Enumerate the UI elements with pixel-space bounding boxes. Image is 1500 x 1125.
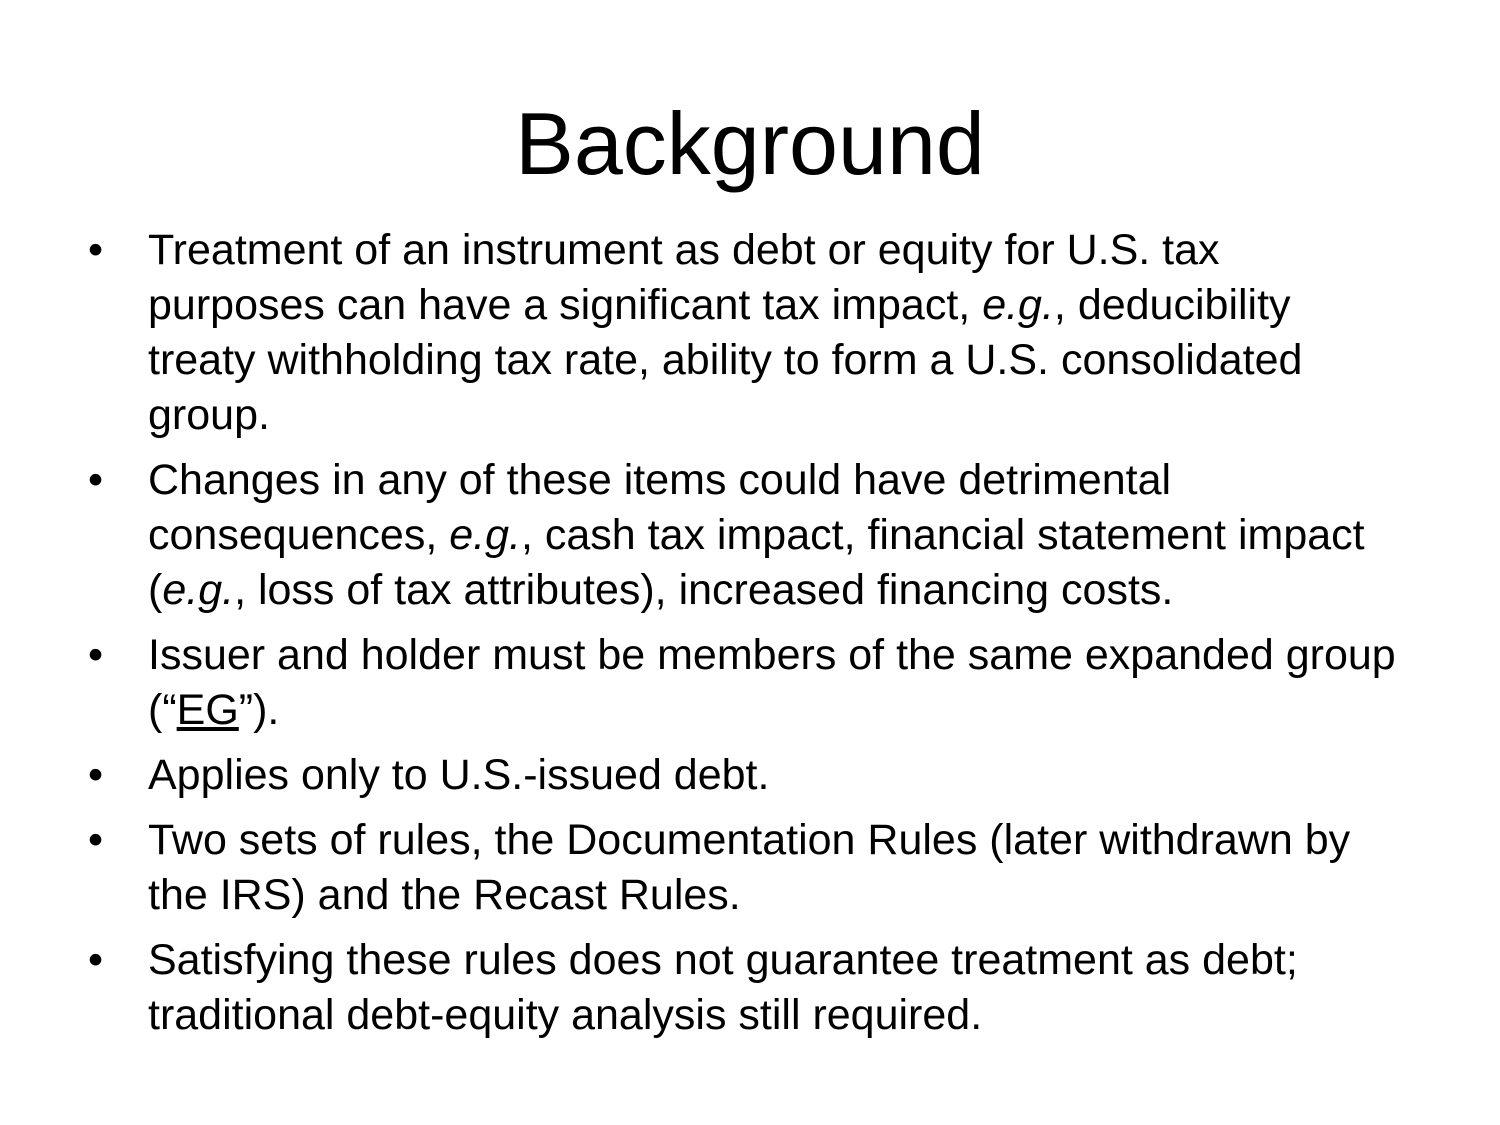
bullet-text: Two sets of rules, the Documentation Rules (later withdrawn by the IRS) and the Recast Rules. bbox=[148, 816, 1351, 919]
bullet-marker: • bbox=[88, 816, 104, 864]
bullet-marker: • bbox=[88, 226, 104, 274]
bullet-text: ”). bbox=[238, 686, 280, 734]
bullet-text: Satisfying these rules does not guarantee treatment as debt; traditional debt-equity analysis still required. bbox=[148, 936, 1298, 1039]
bullet-list bbox=[0, 223, 1500, 1053]
bullet-text-italic: e.g. bbox=[449, 511, 521, 559]
bullet-text: , loss of tax attributes), increased financing costs. bbox=[234, 566, 1174, 614]
bullet-text: , deducibility treaty withholding tax rate, ability to form a U.S. consolidated group. bbox=[148, 281, 1303, 439]
bullet-text: Changes in any of these items could have detrimental consequences, bbox=[148, 456, 1172, 559]
bullet-item bbox=[0, 933, 1398, 1043]
bullet-marker: • bbox=[88, 751, 104, 799]
bullet-text: Applies only to U.S.-issued debt. bbox=[148, 751, 770, 799]
bullet-item bbox=[0, 813, 1398, 923]
bullet-marker: • bbox=[88, 631, 104, 679]
bullet-item bbox=[0, 453, 1398, 618]
bullet-text: Issuer and holder must be members of the same expanded group (“ bbox=[148, 631, 1396, 734]
bullet-text-italic: e.g. bbox=[982, 281, 1054, 329]
bullet-text-italic: e.g. bbox=[162, 566, 235, 614]
bullet-marker: • bbox=[88, 456, 104, 504]
bullet-text: , cash tax impact, financial statement impact ( bbox=[148, 511, 1365, 614]
bullet-item bbox=[0, 223, 1398, 443]
bullet-text: Treatment of an instrument as debt or equity for U.S. tax purposes can have a significant tax impact, bbox=[148, 226, 1220, 329]
bullet-item bbox=[0, 628, 1398, 738]
bullet-item bbox=[0, 748, 1398, 803]
bullet-text-underlined: EG bbox=[176, 686, 239, 734]
bullet-marker: • bbox=[88, 936, 104, 984]
slide-title: Background bbox=[515, 94, 985, 193]
